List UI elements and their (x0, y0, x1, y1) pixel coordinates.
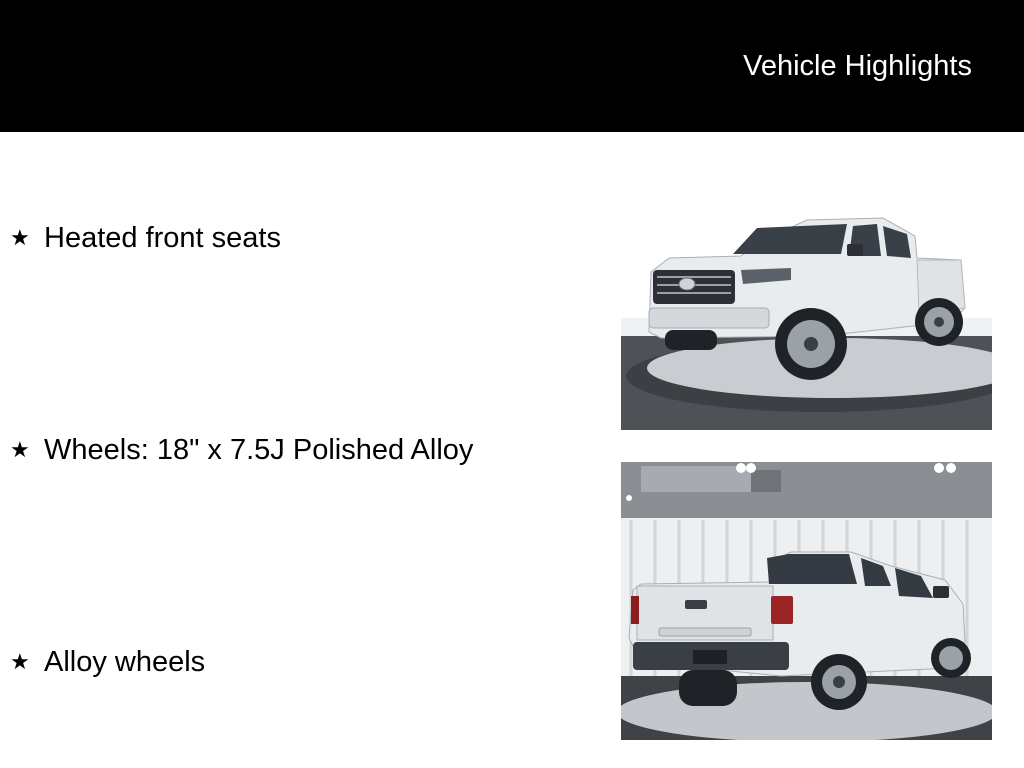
highlight-item-alloy-wheels (10, 642, 205, 682)
highlight-label: Alloy wheels (44, 646, 206, 678)
star-icon: ★ (10, 437, 30, 462)
vehicle-photo-front[interactable] (621, 214, 992, 430)
star-icon: ★ (10, 225, 30, 250)
page-title: Vehicle Highlights (743, 50, 972, 82)
highlight-item-wheels (10, 430, 473, 470)
vehicle-photo-rear[interactable] (621, 462, 992, 740)
star-icon: ★ (10, 649, 30, 674)
header-bar (0, 0, 1024, 132)
highlight-item-heated-front-seats (10, 218, 281, 258)
highlight-label: Wheels: 18" x 7.5J Polished Alloy (44, 434, 474, 466)
highlight-label: Heated front seats (44, 222, 281, 254)
